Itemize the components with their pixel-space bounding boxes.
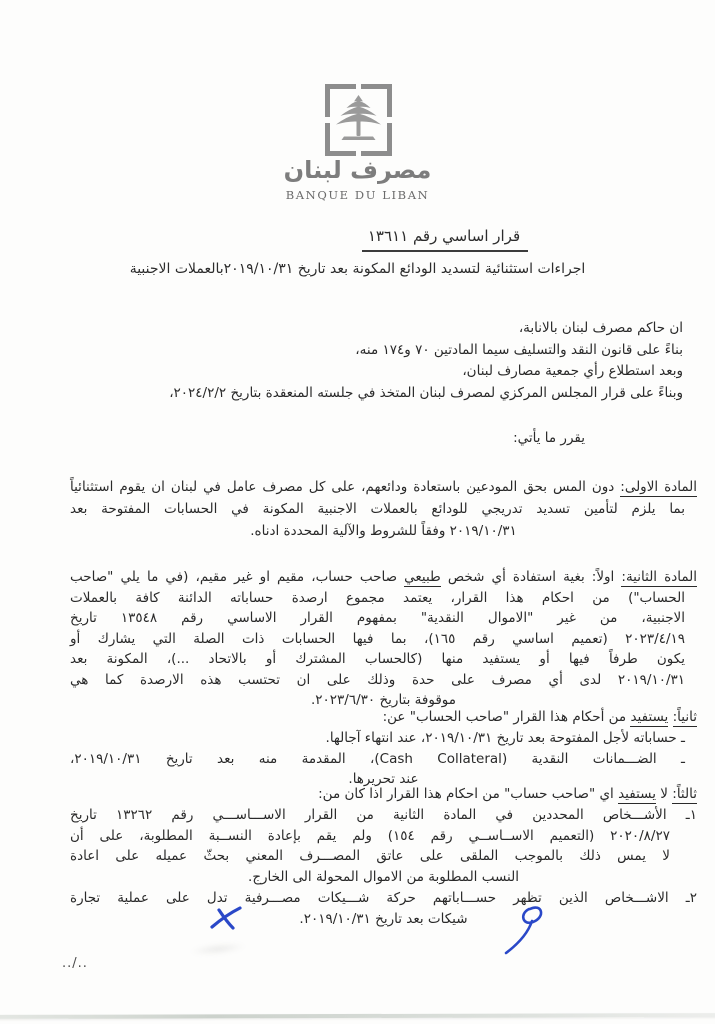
space [668, 709, 672, 725]
preamble-line-association: وبعد استطلاع رأي جمعية مصارف لبنان، [462, 363, 683, 379]
article-1-text: دون المس بحق المودعين باستعادة ودائعهم، على كل مصرف عامل في لبنان ان يقوم استثنائياً [70, 479, 621, 495]
article-2-third [70, 784, 697, 930]
logo-arabic-name: مصرف لبنان [283, 156, 432, 184]
third-clause-text: اي "صاحب حساب" من احكام هذا القرار اذا كان من: [318, 786, 619, 802]
article-2-line: الحساب") من احكام هذا القرار، يعتمد مجموع ارصدة حساباته الدائنة كافة بالعملات [70, 589, 685, 606]
third-clause-item: ٢ـ الاشـــخاص الذين تظهر حســـاباتهم حركة شـــيكات مصـــرفية تدل على عملية تجارة [70, 889, 697, 906]
third-clause-item: النسب المطلوبة من الاموال المحولة الى الخارج. [248, 869, 519, 886]
pencil-smudge [177, 937, 258, 961]
preamble-line-council: وبناءً على قرار المجلس المركزي لمصرف لبنان المتخذ في جلسته المنعقدة بتاريخ ٢٠٢٤/٢/٢، [169, 384, 683, 401]
underlined-word: يستفيد [630, 709, 669, 725]
second-clause-item: ـ الضـــمانات النقدية (Cash Collateral)، المقدمة منه بعد تاريخ ٢٠١٩/١٠/٣١، [70, 750, 685, 767]
article-2-second [70, 707, 697, 790]
article-1-label: المادة الاولى: [620, 479, 697, 495]
article-1-line [70, 477, 697, 499]
article-2-label: المادة الثانية: [621, 569, 697, 585]
article-2-text: صاحب حساب، مقيم او غير مقيم، (في ما يلي "صاحب [70, 569, 405, 585]
article-1-line: بما يلزم لتأمين تسديد تدريجي للودائع بالعملات الاجنبية المكونة في الحسابات المفتوحة بعد [70, 500, 685, 517]
article-2-line [70, 567, 697, 588]
article-2-text: اولاً: بغية استفادة أي شخص [440, 569, 622, 585]
second-clause-label: ثانياً: [672, 709, 697, 725]
article-2-first [70, 567, 697, 711]
decision-subtitle: اجراءات استثنائية لتسديد الودائع المكونة بعد تاريخ ٢٠١٩/١٠/٣١بالعملات الاجنبية [129, 261, 586, 277]
decides-line: يقرر ما يأتي: [513, 430, 585, 446]
decision-title: قرار اساسي رقم ١٣٦١١ [367, 227, 521, 245]
second-clause-lead [70, 707, 697, 728]
second-clause-item: ـ حساباته لأجل المفتوحة بعد تاريخ ٢٠١٩/١٠/٣١، عند انتهاء آجالها. [325, 729, 685, 746]
third-clause-lead [70, 784, 697, 805]
third-clause-item: شيكات بعد تاريخ ٢٠١٩/١٠/٣١. [299, 910, 468, 927]
preamble-line-governor: ان حاكم مصرف لبنان بالانابة، [518, 320, 683, 336]
logo-corner-frame [325, 84, 392, 156]
article-2-line: ٢٠٢٣/٤/١٩ (تعميم اساسي رقم ١٦٥)، بما فيها الحسابات ذات الصلة التي يشارك أو [70, 630, 686, 647]
third-clause-item: ٢٠٢٠/٨/٢٧ (التعميم الاســاســي رقم ١٥٤) ولم يقم بإعادة النســبة المطلوبة، على أن [70, 827, 670, 844]
article-2-line: يكون طرفاً فيها أو يستفيد منها (كالحساب المشترك أو بالاتحاد ...)، المكونة بعد [70, 651, 685, 667]
preamble [169, 318, 683, 404]
article-2-line: ٢٠١٩/١٠/٣١ لدى أي مصرف على حدة وذلك على ان تحتسب هذه الارصدة كما هي [70, 671, 685, 688]
underlined-word: طبيعي [404, 569, 441, 585]
preamble-line-law: بناءً على قانون النقد والتسليف سيما المادتين ٧٠ و١٧٤ منه، [355, 341, 683, 358]
third-clause-text: لا [655, 786, 673, 802]
second-clause-text: من أحكام هذا القرار "صاحب الحساب" عن: [382, 709, 631, 725]
continuation-mark: ../.. [62, 956, 88, 971]
third-clause-item: لا يمس ذلك بالموجب الملقى على عاتق المصـــرف المعني بحثّ عميله على اعادة [70, 848, 670, 865]
article-2-line: موقوفة بتاريخ ٢٠٢٣/٦/٣٠. [311, 692, 456, 708]
article-1-line: ٢٠١٩/١٠/٣١ وفقاً للشروط والآلية المحددة ادناه. [250, 522, 517, 539]
article-2-line: الاجنبية، من غير "الاموال النقدية" بمفهوم القرار الاساسي رقم ١٣٥٤٨ تاريخ [70, 610, 685, 626]
underlined-word: يستفيد [618, 786, 656, 802]
third-clause-item: ١ـ الأشـــخاص المحددين في المادة الثانية من القرار الاســـاســـي رقم ١٣٢٦٢ تاريخ [70, 806, 697, 823]
scanner-edge-shadow [0, 1013, 715, 1019]
title-underline [362, 250, 528, 252]
article-1 [70, 477, 697, 542]
second-clause-item: عند تحريرها. [348, 771, 419, 788]
logo-french-name: BANQUE DU LIBAN [285, 188, 430, 202]
cedar-tree-icon [332, 93, 385, 145]
third-clause-label: ثالثاً: [672, 786, 697, 802]
